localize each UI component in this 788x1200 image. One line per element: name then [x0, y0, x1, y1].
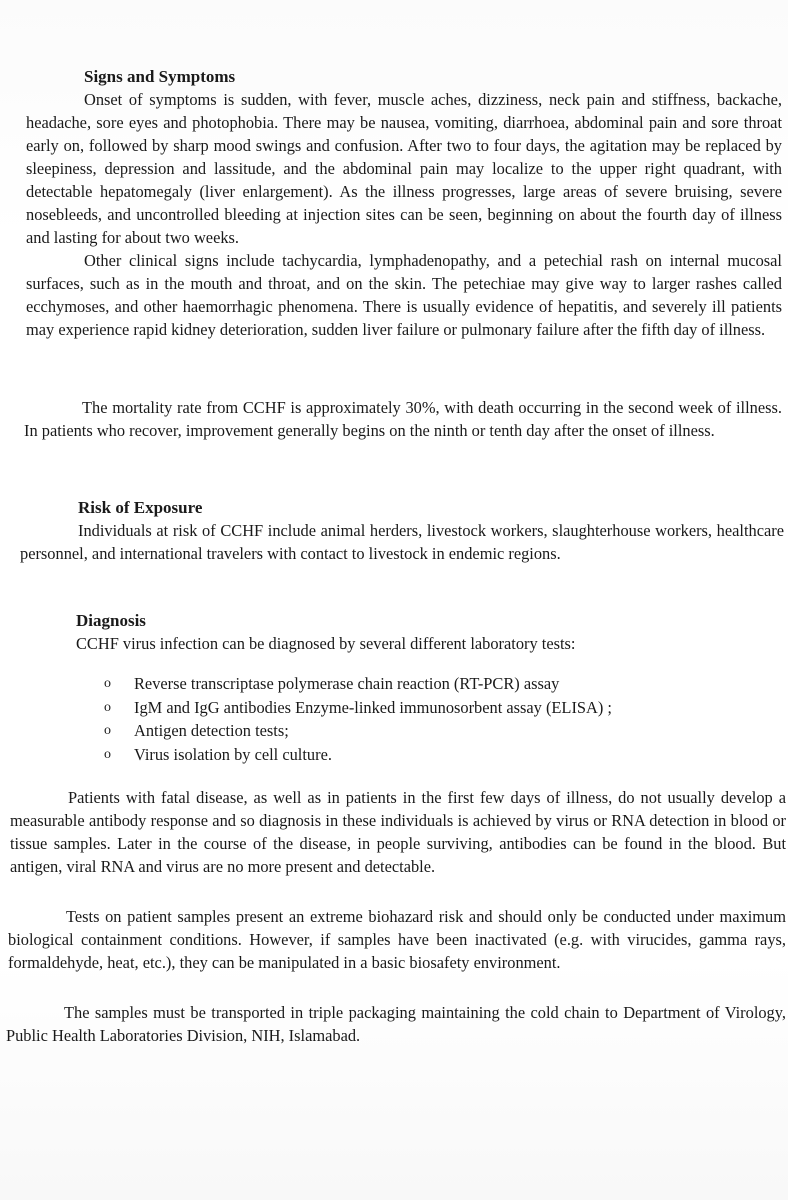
list-item-text: Virus isolation by cell culture. — [134, 744, 332, 764]
bullet-circle-icon: o — [104, 723, 111, 738]
bullet-circle-icon: o — [104, 676, 111, 691]
signs-and-symptoms-section — [26, 66, 782, 341]
list-item — [76, 719, 756, 743]
mortality-section — [24, 396, 782, 442]
bullet-circle-icon: o — [104, 699, 111, 715]
list-item — [76, 672, 756, 696]
list-item — [76, 743, 756, 767]
diagnosis-heading: Diagnosis — [76, 611, 146, 630]
biohazard-paragraph: Tests on patient samples present an extreme biohazard risk and should only be conducted under maximum biological containment conditions. However, if samples have been inactivated (e.g. with virucides, gamma rays, formaldehyde, heat, etc.), they can be manipulated in a basic biosafety environment. — [8, 907, 786, 972]
antibody-response-section — [10, 786, 786, 878]
antibody-response-paragraph: Patients with fatal disease, as well as in patients in the first few days of illness, do not usually develop a measurable antibody response and so diagnosis in these individuals is achieved by virus or RNA detection in blood or tissue samples. Later in the course of the disease, in people surviving, antibodies can be found in the blood. But antigen, viral RNA and virus are no more present and detectable. — [10, 788, 786, 876]
sample-transport-paragraph: The samples must be transported in triple packaging maintaining the cold chain to Department of Virology, Public Health Laboratories Division, NIH, Islamabad. — [6, 1003, 786, 1045]
list-item-text: Reverse transcriptase polymerase chain reaction (RT-PCR) assay — [134, 674, 560, 693]
mortality-paragraph: The mortality rate from CCHF is approximately 30%, with death occurring in the second week of illness. In patients who recover, improvement generally begins on the ninth or tenth day after the onset of illness. — [24, 398, 782, 440]
risk-of-exposure-section — [20, 497, 784, 565]
list-item-text: Antigen detection tests; — [134, 721, 289, 740]
signs-paragraph-1: Onset of symptoms is sudden, with fever, muscle aches, dizziness, neck pain and stiffness, backache, headache, sore eyes and photophobia. There may be nausea, vomiting, diarrhoea, abdominal pain and sore throat early on, followed by sharp mood swings and confusion. After two to four days, the agitation may be replaced by sleepiness, depression and lassitude, and the abdominal pain may localize to the upper right quadrant, with detectable hepatomegaly (liver enlargement). As the illness progresses, large areas of severe bruising, severe nosebleeds, and uncontrolled bleeding at injection sites can be seen, beginning on about the fourth day of illness and lasting for about two weeks. — [26, 90, 782, 247]
signs-paragraph-2: Other clinical signs include tachycardia, lymphadenopathy, and a petechial rash on internal mucosal surfaces, such as in the mouth and throat, and on the skin. The petechiae may give way to larger rashes called ecchymoses, and other haemorrhagic phenomena. There is usually evidence of hepatitis, and severely ill patients may experience rapid kidney deterioration, sudden liver failure or pulmonary failure after the fifth day of illness. — [26, 251, 782, 339]
risk-paragraph: Individuals at risk of CCHF include animal herders, livestock workers, slaughterhouse workers, healthcare personnel, and international travelers with contact to livestock in endemic regions. — [20, 521, 784, 563]
biohazard-section — [8, 905, 786, 974]
list-item-text: IgM and IgG antibodies Enzyme-linked immunosorbent assay (ELISA) ; — [134, 697, 612, 717]
signs-and-symptoms-heading: Signs and Symptoms — [84, 67, 236, 86]
diagnosis-test-list — [76, 672, 756, 766]
diagnosis-section — [18, 610, 784, 655]
list-item — [76, 696, 756, 720]
bullet-circle-icon: o — [104, 746, 111, 762]
diagnosis-intro: CCHF virus infection can be diagnosed by several different laboratory tests: — [76, 634, 576, 653]
sample-transport-section — [6, 1001, 786, 1047]
risk-of-exposure-heading: Risk of Exposure — [78, 498, 203, 517]
